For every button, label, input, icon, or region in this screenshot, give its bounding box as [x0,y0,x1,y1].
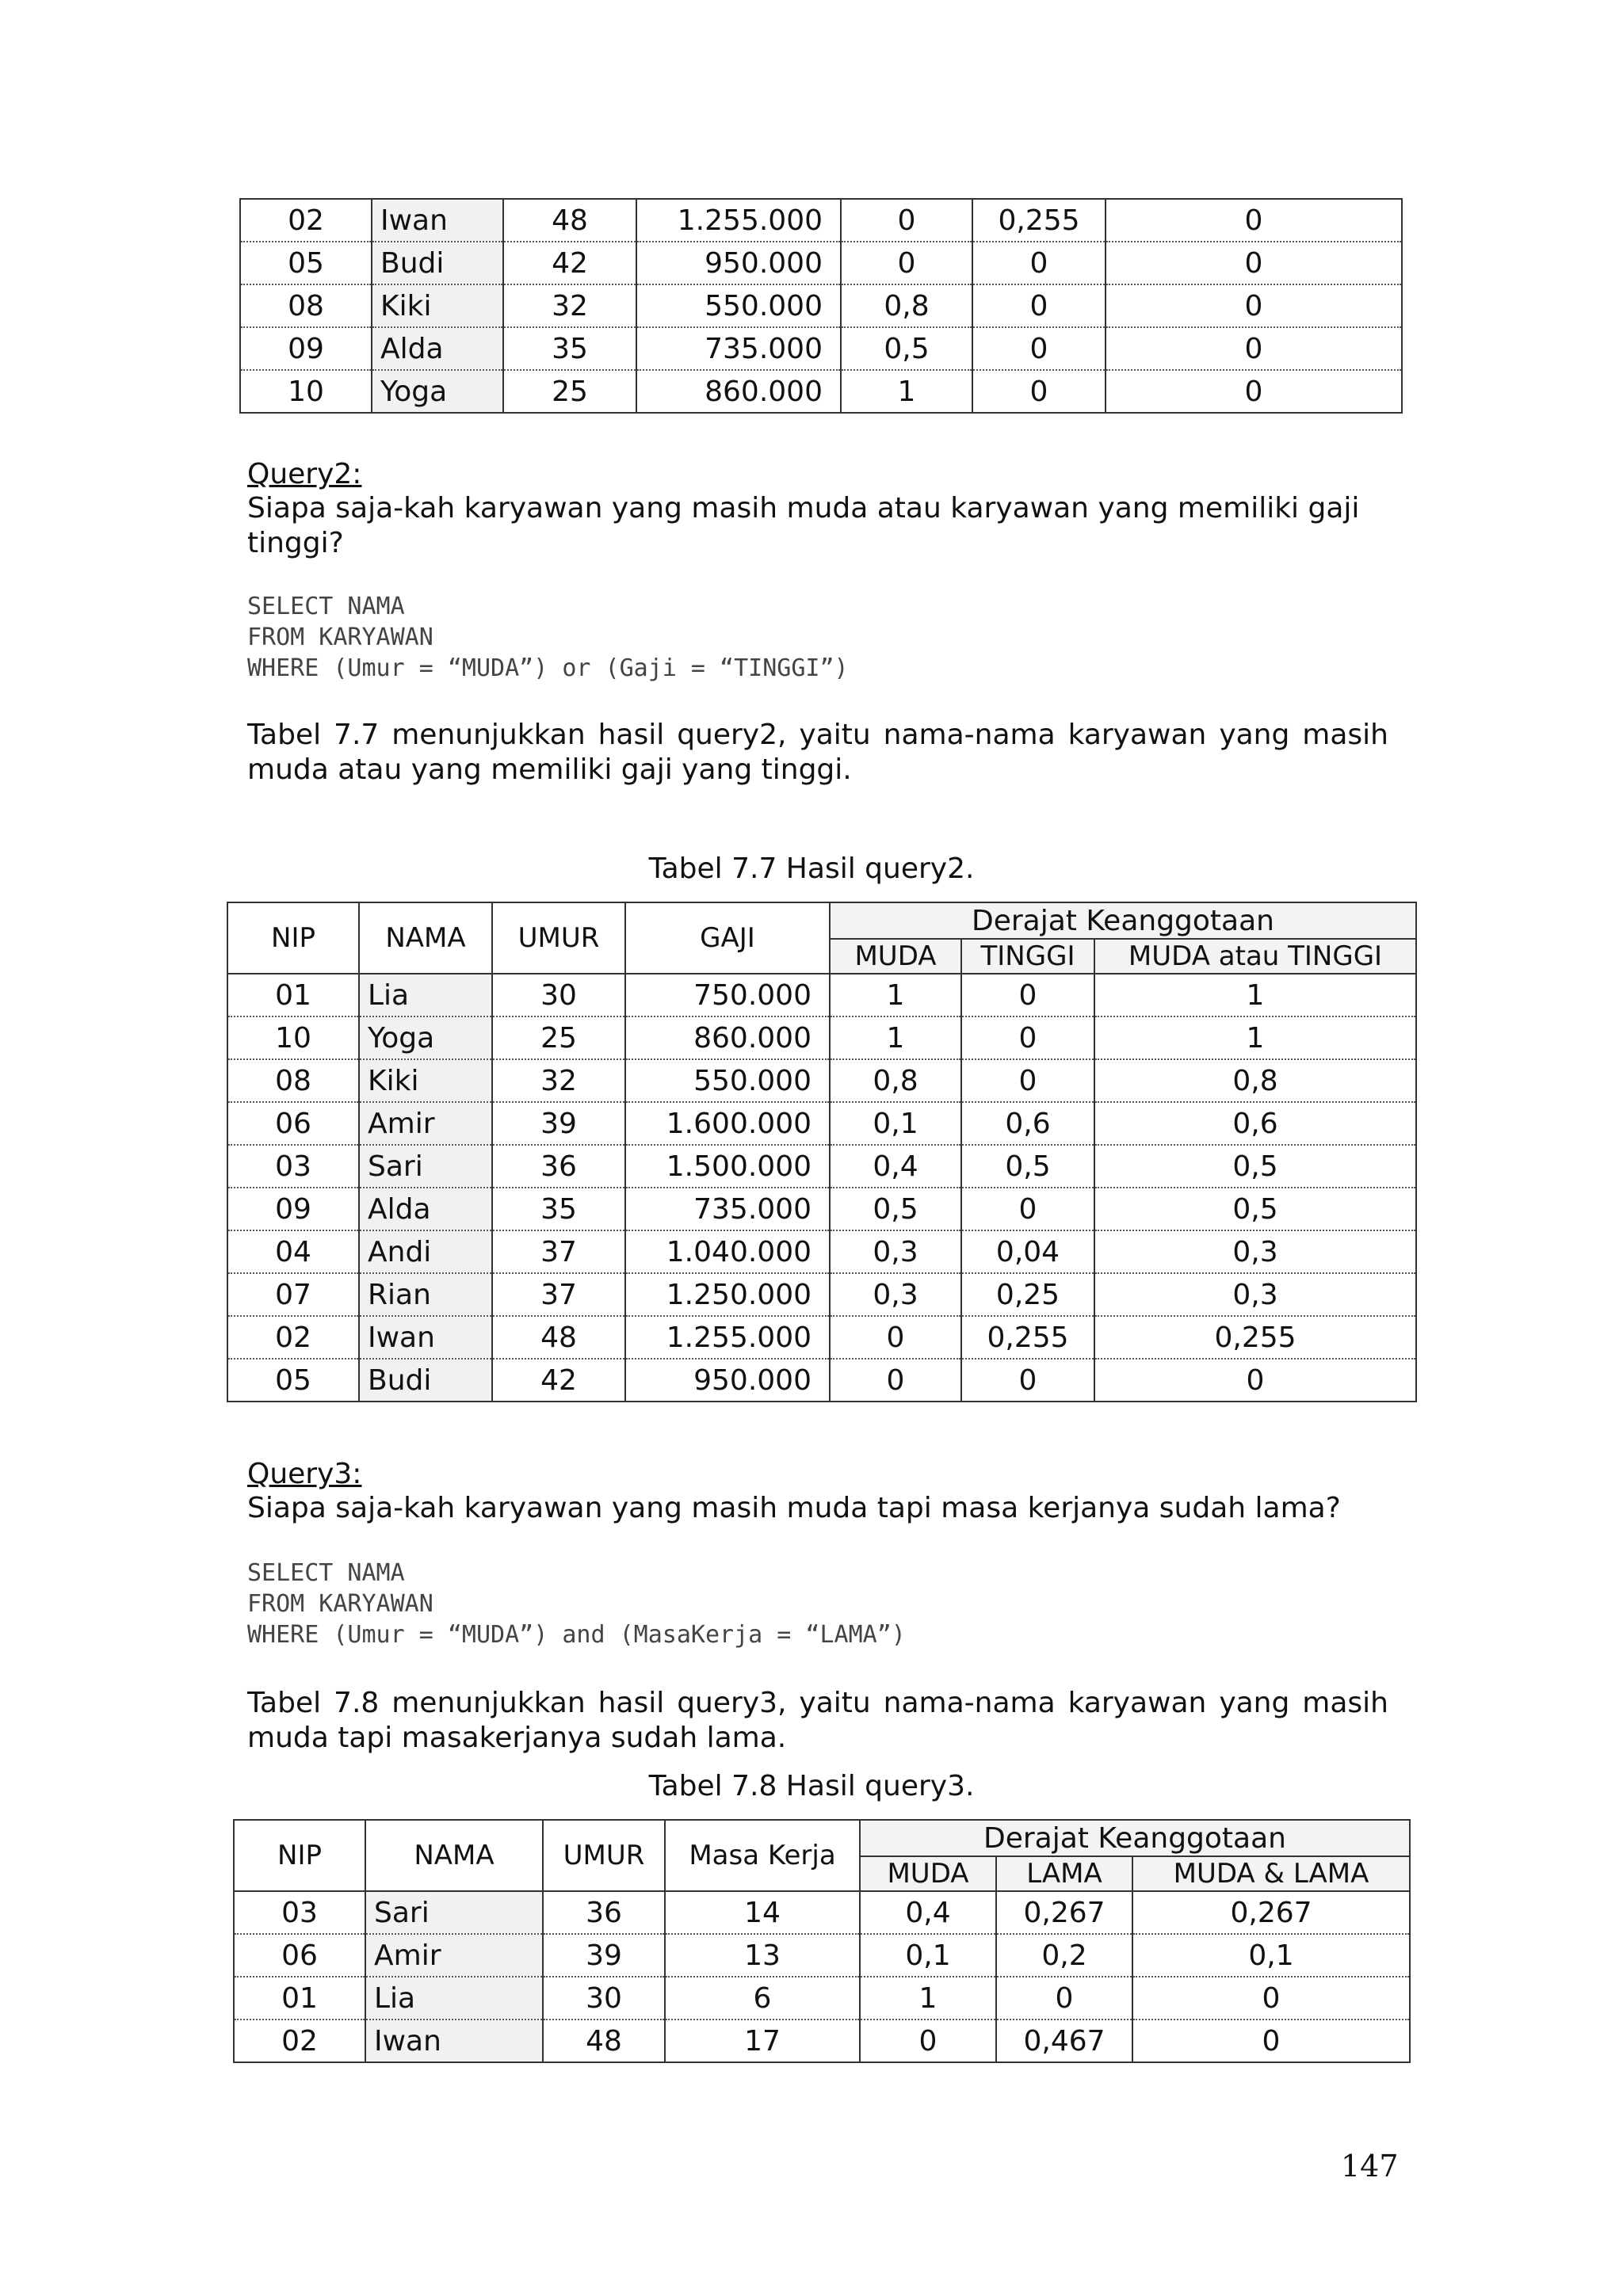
cell-value: 6 [665,1977,860,2019]
table-row [227,1316,1416,1359]
header-lama: LAMA [996,1856,1132,1891]
cell-degree-3: 1 [1094,1016,1416,1059]
cell-degree-1: 0,5 [841,327,972,370]
cell-degree-1: 0 [830,1359,961,1402]
table-row [234,1934,1410,1977]
query2-description: Tabel 7.7 menunjukkan hasil query2, yaitu nama-nama karyawan yang masih muda atau yang memiliki gaji yang tinggi. [247,719,1388,786]
query3-title: Query3: [247,1458,362,1490]
table-row [240,284,1402,327]
table-row [240,199,1402,242]
cell-nama: Alda [359,1188,492,1230]
header-group: Derajat Keanggotaan [860,1820,1410,1856]
cell-degree-3: 0 [1106,327,1402,370]
cell-value: 1.040.000 [625,1230,830,1273]
cell-value: 860.000 [636,370,841,413]
cell-nama: Lia [365,1977,543,2019]
cell-value: 735.000 [636,327,841,370]
cell-nama: Rian [359,1273,492,1316]
cell-degree-3: 0,255 [1094,1316,1416,1359]
cell-nama: Iwan [359,1316,492,1359]
cell-nama: Budi [359,1359,492,1402]
cell-value: 950.000 [636,242,841,284]
cell-nama: Iwan [365,2019,543,2062]
cell-nama: Budi [372,242,503,284]
header-tinggi: TINGGI [961,939,1094,974]
table-row [227,1016,1416,1059]
table-row [227,1273,1416,1316]
cell-nama: Kiki [372,284,503,327]
cell-degree-1: 1 [841,370,972,413]
cell-degree-1: 0,4 [860,1891,996,1934]
cell-degree-1: 0 [830,1316,961,1359]
table-row [227,1102,1416,1145]
cell-degree-2: 0,04 [961,1230,1094,1273]
cell-nip: 01 [234,1977,365,2019]
cell-degree-1: 0,3 [830,1230,961,1273]
cell-degree-3: 0 [1132,1977,1410,2019]
cell-degree-2: 0 [961,1016,1094,1059]
cell-nama: Yoga [359,1016,492,1059]
cell-degree-3: 0,5 [1094,1188,1416,1230]
cell-degree-3: 0,3 [1094,1230,1416,1273]
cell-degree-2: 0,467 [996,2019,1132,2062]
cell-umur: 32 [503,284,636,327]
cell-degree-2: 0,267 [996,1891,1132,1934]
cell-degree-1: 1 [830,974,961,1016]
table-row [227,1188,1416,1230]
cell-umur: 36 [543,1891,665,1934]
cell-degree-1: 0,3 [830,1273,961,1316]
header-nip: NIP [234,1820,365,1891]
table-row [227,1059,1416,1102]
header-umur: UMUR [543,1820,665,1891]
cell-value: 13 [665,1934,860,1977]
cell-degree-2: 0 [972,242,1106,284]
header-umur: UMUR [492,902,625,974]
cell-degree-3: 0 [1106,370,1402,413]
query2-code [247,591,849,684]
cell-umur: 36 [492,1145,625,1188]
code-line: SELECT NAMA [247,1559,405,1587]
table-row [234,1977,1410,2019]
cell-nama: Kiki [359,1059,492,1102]
cell-degree-2: 0,2 [996,1934,1132,1977]
cell-value: 750.000 [625,974,830,1016]
cell-degree-2: 0,25 [961,1273,1094,1316]
cell-nip: 01 [227,974,359,1016]
code-line: FROM KARYAWAN [247,1590,433,1618]
cell-degree-1: 1 [830,1016,961,1059]
cell-nip: 03 [234,1891,365,1934]
header-nip: NIP [227,902,359,974]
cell-nip: 08 [240,284,372,327]
cell-nip: 08 [227,1059,359,1102]
cell-degree-2: 0 [972,370,1106,413]
table-7-8 [233,1819,1411,2063]
cell-nip: 06 [234,1934,365,1977]
table-row [227,1145,1416,1188]
cell-nip: 05 [227,1359,359,1402]
cell-value: 1.500.000 [625,1145,830,1188]
cell-umur: 25 [492,1016,625,1059]
cell-degree-3: 0,267 [1132,1891,1410,1934]
cell-degree-1: 0 [841,199,972,242]
cell-degree-3: 0,3 [1094,1273,1416,1316]
header-group: Derajat Keanggotaan [830,902,1416,939]
header-masa-kerja: Masa Kerja [665,1820,860,1891]
cell-value: 17 [665,2019,860,2062]
cell-nama: Andi [359,1230,492,1273]
query3-code [247,1558,906,1650]
cell-umur: 32 [492,1059,625,1102]
cell-degree-3: 0 [1106,242,1402,284]
code-line: WHERE (Umur = “MUDA”) or (Gaji = “TINGGI”) [247,654,849,682]
table-row [234,2019,1410,2062]
cell-umur: 30 [492,974,625,1016]
cell-nama: Iwan [372,199,503,242]
cell-degree-2: 0,255 [972,199,1106,242]
cell-value: 1.255.000 [636,199,841,242]
cell-umur: 39 [543,1934,665,1977]
cell-nip: 02 [240,199,372,242]
code-line: WHERE (Umur = “MUDA”) and (MasaKerja = “LAMA”) [247,1621,906,1649]
page-number: 147 [1341,2149,1399,2183]
cell-degree-1: 0,8 [841,284,972,327]
header-muda: MUDA [860,1856,996,1891]
cell-degree-3: 1 [1094,974,1416,1016]
header-nama: NAMA [359,902,492,974]
cell-degree-1: 0,8 [830,1059,961,1102]
cell-umur: 37 [492,1273,625,1316]
cell-value: 735.000 [625,1188,830,1230]
cell-degree-1: 1 [860,1977,996,2019]
cell-degree-3: 0,5 [1094,1145,1416,1188]
cell-degree-1: 0,1 [860,1934,996,1977]
header-muda-atau-tinggi: MUDA atau TINGGI [1094,939,1416,974]
cell-degree-2: 0,255 [961,1316,1094,1359]
cell-umur: 35 [492,1188,625,1230]
cell-degree-2: 0 [972,327,1106,370]
cell-degree-2: 0 [996,1977,1132,2019]
table-row [227,1359,1416,1402]
cell-value: 1.250.000 [625,1273,830,1316]
cell-nama: Amir [365,1934,543,1977]
cell-nip: 02 [227,1316,359,1359]
cell-umur: 48 [492,1316,625,1359]
table78-caption: Tabel 7.8 Hasil query3. [648,1770,975,1802]
cell-degree-3: 0 [1132,2019,1410,2062]
table-row [240,370,1402,413]
cell-degree-3: 0 [1106,199,1402,242]
cell-value: 14 [665,1891,860,1934]
cell-nip: 06 [227,1102,359,1145]
cell-value: 550.000 [636,284,841,327]
cell-degree-2: 0 [961,974,1094,1016]
table-row [240,242,1402,284]
cell-value: 1.255.000 [625,1316,830,1359]
cell-value: 950.000 [625,1359,830,1402]
cell-nama: Alda [372,327,503,370]
cell-value: 1.600.000 [625,1102,830,1145]
cell-degree-3: 0,8 [1094,1059,1416,1102]
cell-degree-2: 0 [961,1059,1094,1102]
code-line: SELECT NAMA [247,593,405,620]
cell-degree-1: 0 [860,2019,996,2062]
cell-nama: Sari [359,1145,492,1188]
query3-question: Siapa saja-kah karyawan yang masih muda tapi masa kerjanya sudah lama? [247,1492,1341,1524]
cell-nip: 09 [227,1188,359,1230]
table-7-7 [227,902,1417,1402]
cell-nip: 02 [234,2019,365,2062]
cell-nip: 03 [227,1145,359,1188]
cell-degree-1: 0,5 [830,1188,961,1230]
cell-umur: 42 [492,1359,625,1402]
query2-title: Query2: [247,458,362,490]
cell-nama: Amir [359,1102,492,1145]
cell-nip: 04 [227,1230,359,1273]
cell-degree-2: 0 [961,1188,1094,1230]
cell-umur: 42 [503,242,636,284]
cell-nip: 09 [240,327,372,370]
cell-umur: 30 [543,1977,665,2019]
cell-degree-2: 0,6 [961,1102,1094,1145]
cell-nama: Yoga [372,370,503,413]
table-row [240,327,1402,370]
table-row [234,1891,1410,1934]
table-row [227,1230,1416,1273]
cell-nip: 05 [240,242,372,284]
cell-degree-2: 0 [961,1359,1094,1402]
cell-nama: Lia [359,974,492,1016]
cell-degree-1: 0,1 [830,1102,961,1145]
cell-degree-3: 0,1 [1132,1934,1410,1977]
cell-umur: 48 [543,2019,665,2062]
query3-description: Tabel 7.8 menunjukkan hasil query3, yaitu nama-nama karyawan yang masih muda tapi masakerjanya sudah lama. [247,1687,1388,1754]
cell-umur: 25 [503,370,636,413]
cell-umur: 37 [492,1230,625,1273]
cell-umur: 39 [492,1102,625,1145]
cell-nip: 10 [227,1016,359,1059]
cell-degree-1: 0,4 [830,1145,961,1188]
code-line: FROM KARYAWAN [247,624,433,651]
cell-value: 550.000 [625,1059,830,1102]
cell-nama: Sari [365,1891,543,1934]
cell-degree-2: 0 [972,284,1106,327]
cell-nip: 10 [240,370,372,413]
header-nama: NAMA [365,1820,543,1891]
cell-degree-3: 0 [1094,1359,1416,1402]
cell-umur: 48 [503,199,636,242]
table-continued [239,198,1403,414]
header-muda: MUDA [830,939,961,974]
cell-degree-3: 0 [1106,284,1402,327]
table-row [227,974,1416,1016]
cell-degree-3: 0,6 [1094,1102,1416,1145]
header-gaji: GAJI [625,902,830,974]
header-muda-dan-lama: MUDA & LAMA [1132,1856,1410,1891]
cell-value: 860.000 [625,1016,830,1059]
table77-caption: Tabel 7.7 Hasil query2. [648,852,975,885]
cell-umur: 35 [503,327,636,370]
cell-degree-2: 0,5 [961,1145,1094,1188]
cell-degree-1: 0 [841,242,972,284]
cell-nip: 07 [227,1273,359,1316]
query2-question: Siapa saja-kah karyawan yang masih muda atau karyawan yang memiliki gaji tinggi? [247,492,1360,559]
